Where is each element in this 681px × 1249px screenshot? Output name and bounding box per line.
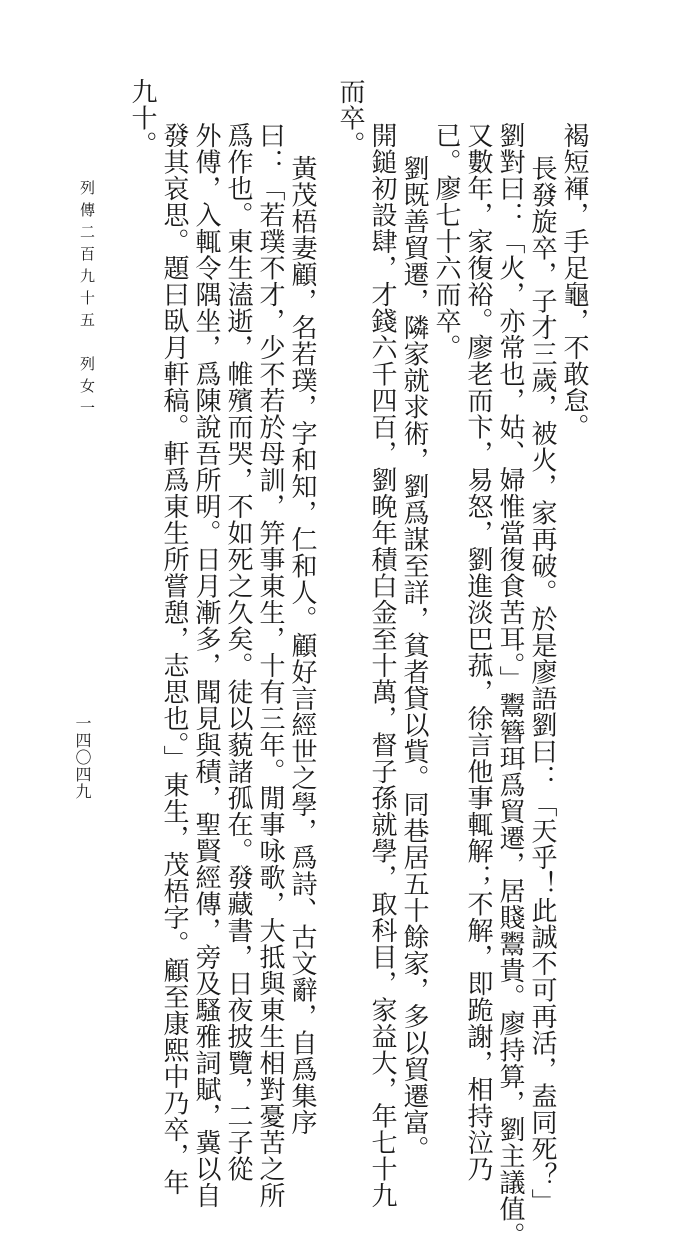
text-column-4: 爲作也。東生溘逝，帷殯而哭，不如死之久矣。徒以藐諸孤在。發藏書，日夜披覽，二子從 <box>223 122 253 1182</box>
page-number: 一四〇四九 <box>73 715 92 800</box>
text-column-11: 又數年，家復裕。廖老而卞，易怒，劉進淡巴菰，徐言他事輒解；不解，即跪謝，相持泣乃 <box>463 122 493 1182</box>
text-column-13: 長發旋卒，子才三歲，被火，家再破。於是廖語劉曰：「天乎！此誠不可再活，盍同死？」 <box>527 155 557 1215</box>
text-column-9: 劉既善貿遷，隣家就求術，劉爲謀至詳，貧者貸以貲。同巷居五十餘家，多以貿遷富。 <box>399 155 429 1162</box>
text-column-14: 褐短褌，手足龜，不敢怠。 <box>559 122 589 440</box>
text-column-2: 發其哀思。題曰臥月軒稿。軒爲東生所嘗憩，志思也。」東生，茂梧字。顧至康熙中乃卒，年 <box>159 122 189 1196</box>
text-column-6: 黃茂梧妻顧，名若璞，字和知，仁和人。顧好言經世之學，爲詩、古文辭，自爲集序 <box>287 155 317 1136</box>
text-column-5: 曰：「若璞不才，少不若於母訓，笄事東生，十有三年。閒事咏歌，大抵與東生相對憂苦之所 <box>255 122 285 1209</box>
section-title: 列傳二百九十五 列女一 <box>78 180 96 422</box>
text-column-10: 已。廖七十六而卒。 <box>431 122 461 361</box>
text-column-3: 外傅，入輒令隅坐，爲陳說吾所明。日月漸多，聞見與積，聖賢經傳，旁及騷雅詞賦，冀以自 <box>191 122 221 1209</box>
text-column-7: 而卒。 <box>335 78 365 158</box>
text-column-1: 九十。 <box>127 78 157 158</box>
text-column-8: 開鎚初設肆，才錢六千四百，劉晚年積白金至十萬，督子孫就學，取科目，家益大，年七十九 <box>367 122 397 1209</box>
text-column-12: 劉對曰：「火，亦常也，姑、婦惟當復食苦耳。」鬻簪珥爲貿遷，居賤鬻貴。廖持算，劉主議值。 <box>495 122 525 1249</box>
